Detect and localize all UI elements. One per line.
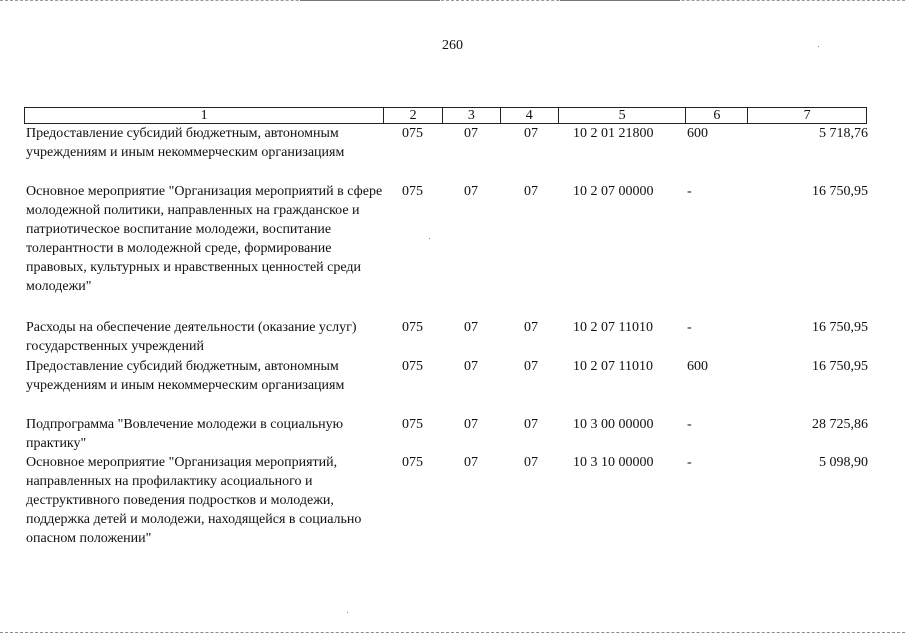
row-subsection: 07 [524,320,538,335]
row-code: 075 [402,455,423,470]
row-target-article: 10 2 07 11010 [573,320,653,335]
row-code: 075 [402,359,423,374]
row-amount: 16 750,95 [812,320,868,335]
row-section: 07 [464,184,478,199]
column-header-2: 2 [384,108,443,123]
row-expense-type: - [687,455,692,470]
row-amount: 16 750,95 [812,359,868,374]
row-section: 07 [464,417,478,432]
row-name: Расходы на обеспечение деятельности (оказание услуг) государственных учреждений [26,320,357,354]
row-subsection: 07 [524,184,538,199]
row-target-article: 10 2 01 21800 [573,126,654,141]
column-header-5: 5 [559,108,687,123]
row-amount: 28 725,86 [812,417,868,432]
row-expense-type: 600 [687,359,708,374]
row-section: 07 [464,359,478,374]
row-expense-type: - [687,184,692,199]
row-expense-type: - [687,417,692,432]
scan-speck [347,612,348,613]
row-code: 075 [402,126,423,141]
row-name: Предоставление субсидий бюджетным, автономным учреждениям и иным некоммерческим организациям [26,126,345,160]
row-code: 075 [402,417,423,432]
column-header-7: 7 [803,108,811,123]
row-target-article: 10 3 10 00000 [573,455,654,470]
row-target-article: 10 2 07 11010 [573,359,653,374]
row-amount: 5 718,76 [819,126,868,141]
row-name: Предоставление субсидий бюджетным, автономным учреждениям и иным некоммерческим организациям [26,359,345,393]
row-section: 07 [464,320,478,335]
scan-edge-top [0,0,905,7]
row-subsection: 07 [524,359,538,374]
scan-speck [429,238,430,239]
row-subsection: 07 [524,126,538,141]
row-name: Основное мероприятие "Организация мероприятий, направленных на профилактику асоциального и деструктивного поведения подростков и молодежи, поддержка детей и молодежи, находящейся в социально опасном положении" [26,455,362,546]
column-header-3: 3 [443,108,501,123]
row-section: 07 [464,126,478,141]
table-header [24,107,867,124]
page-number: 260 [442,38,463,53]
row-code: 075 [402,320,423,335]
scan-edge-bottom [0,632,905,633]
column-header-6: 6 [686,108,748,123]
row-code: 075 [402,184,423,199]
row-expense-type: 600 [687,126,708,141]
row-amount: 16 750,95 [812,184,868,199]
row-name: Основное мероприятие "Организация мероприятий в сфере молодежной политики, направленных на гражданское и патриотическое воспитание молодежи, воспитание толерантности в молодежной среде, формирование правовых, культурных и нравственных ценностей среди молодежи" [26,184,383,294]
row-target-article: 10 2 07 00000 [573,184,654,199]
row-amount: 5 098,90 [819,455,868,470]
scan-speck [818,46,819,47]
row-name: Подпрограмма "Вовлечение молодежи в социальную практику" [26,417,344,451]
row-section: 07 [464,455,478,470]
row-subsection: 07 [524,455,538,470]
column-header-4: 4 [501,108,559,123]
row-target-article: 10 3 00 00000 [573,417,654,432]
row-expense-type: - [687,320,692,335]
row-subsection: 07 [524,417,538,432]
column-header-1: 1 [25,108,384,123]
